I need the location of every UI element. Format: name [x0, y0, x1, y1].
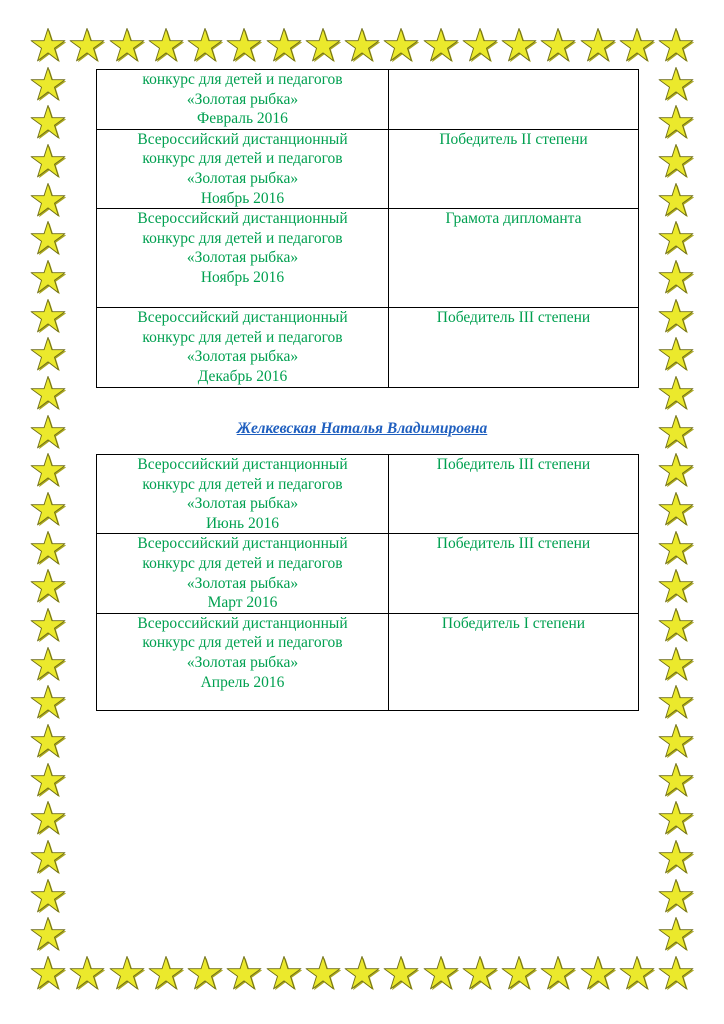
- star-icon: [658, 375, 694, 411]
- contest-cell: [97, 613, 389, 710]
- table-row: [97, 534, 639, 613]
- contest-line: конкурс для детей и педагогов: [142, 229, 343, 247]
- star-icon: [540, 27, 576, 63]
- contest-line: Ноябрь 2016: [200, 189, 285, 207]
- contest-line: Февраль 2016: [197, 110, 288, 128]
- star-icon: [148, 955, 184, 991]
- star-icon: [226, 955, 262, 991]
- star-icon: [30, 182, 66, 218]
- star-icon: [30, 104, 66, 140]
- star-icon: [30, 491, 66, 527]
- star-icon: [305, 955, 341, 991]
- star-icon: [658, 955, 694, 991]
- star-icon: [187, 27, 223, 63]
- contest-line: конкурс для детей и педагогов: [142, 150, 343, 168]
- star-icon: [30, 298, 66, 334]
- star-icon: [226, 27, 262, 63]
- table-row: [97, 70, 639, 130]
- star-icon: [658, 916, 694, 952]
- contest-cell: [97, 209, 389, 308]
- contest-line: «Золотая рыбка»: [186, 495, 299, 513]
- star-icon: [30, 646, 66, 682]
- award-cell: [389, 209, 639, 308]
- star-icon: [30, 27, 66, 63]
- award-cell: [389, 308, 639, 387]
- star-icon: [658, 723, 694, 759]
- contest-cell: [97, 308, 389, 387]
- contest-line: конкурс для детей и педагогов: [142, 475, 343, 493]
- contest-line: «Золотая рыбка»: [186, 249, 299, 267]
- award-cell: [389, 534, 639, 613]
- contest-line: «Золотая рыбка»: [186, 348, 299, 366]
- star-icon: [69, 955, 105, 991]
- contest-cell: [97, 455, 389, 534]
- star-icon: [30, 723, 66, 759]
- contest-line: «Золотая рыбка»: [186, 574, 299, 592]
- star-icon: [462, 27, 498, 63]
- star-icon: [30, 375, 66, 411]
- star-icon: [658, 684, 694, 720]
- star-icon: [658, 839, 694, 875]
- star-icon: [30, 336, 66, 372]
- star-icon: [30, 530, 66, 566]
- star-icon: [423, 27, 459, 63]
- contest-line: Всероссийский дистанционный: [137, 535, 348, 553]
- award-text: Победитель III степени: [436, 309, 591, 327]
- contest-line: конкурс для детей и педагогов: [142, 328, 343, 346]
- star-icon: [658, 568, 694, 604]
- star-icon: [658, 491, 694, 527]
- award-text: Грамота дипломанта: [445, 210, 582, 228]
- contest-line: Декабрь 2016: [197, 367, 288, 385]
- star-icon: [619, 27, 655, 63]
- star-icon: [658, 66, 694, 102]
- star-icon: [658, 143, 694, 179]
- star-icon: [30, 878, 66, 914]
- star-icon: [658, 878, 694, 914]
- star-icon: [30, 607, 66, 643]
- star-icon: [501, 955, 537, 991]
- award-cell: [389, 613, 639, 710]
- star-icon: [658, 800, 694, 836]
- star-icon: [658, 452, 694, 488]
- star-icon: [658, 762, 694, 798]
- star-icon: [30, 143, 66, 179]
- contest-line: конкурс для детей и педагогов: [142, 71, 343, 88]
- person-name[interactable]: Желкевская Наталья Владимировна: [236, 420, 488, 437]
- contest-line: Всероссийский дистанционный: [137, 210, 348, 228]
- star-icon: [580, 27, 616, 63]
- award-text: Победитель I степени: [441, 614, 586, 632]
- star-icon: [580, 955, 616, 991]
- contest-line: Всероссийский дистанционный: [137, 309, 348, 327]
- award-cell: [389, 455, 639, 534]
- contest-line: Ноябрь 2016: [200, 268, 285, 286]
- contest-line: «Золотая рыбка»: [186, 653, 299, 671]
- star-icon: [658, 27, 694, 63]
- star-icon: [30, 762, 66, 798]
- star-icon: [658, 298, 694, 334]
- contest-cell: [97, 70, 389, 130]
- star-icon: [109, 955, 145, 991]
- star-icon: [383, 955, 419, 991]
- award-cell: [389, 70, 639, 130]
- contest-line: Всероссийский дистанционный: [137, 456, 348, 473]
- table-row: [97, 129, 639, 208]
- table-row: [97, 455, 639, 534]
- star-icon: [658, 646, 694, 682]
- star-icon: [619, 955, 655, 991]
- table-row: [97, 613, 639, 710]
- star-icon: [30, 684, 66, 720]
- award-text: Победитель III степени: [436, 456, 591, 473]
- star-icon: [344, 955, 380, 991]
- star-icon: [501, 27, 537, 63]
- awards-table-2: [96, 454, 639, 711]
- contest-line: «Золотая рыбка»: [186, 90, 299, 108]
- award-text: Победитель II степени: [439, 130, 588, 148]
- contest-cell: [97, 129, 389, 208]
- star-icon: [30, 568, 66, 604]
- contest-line: «Золотая рыбка»: [186, 169, 299, 187]
- star-icon: [658, 259, 694, 295]
- star-icon: [658, 182, 694, 218]
- star-icon: [30, 800, 66, 836]
- star-icon: [383, 27, 419, 63]
- award-text: Победитель III степени: [436, 535, 591, 553]
- table-row: [97, 308, 639, 387]
- star-icon: [658, 220, 694, 256]
- star-icon: [266, 27, 302, 63]
- contest-line: Всероссийский дистанционный: [137, 614, 348, 632]
- contest-line: Июнь 2016: [205, 514, 279, 532]
- star-icon: [305, 27, 341, 63]
- star-icon: [266, 955, 302, 991]
- star-icon: [30, 955, 66, 991]
- star-icon: [187, 955, 223, 991]
- star-icon: [148, 27, 184, 63]
- star-icon: [30, 220, 66, 256]
- star-icon: [30, 452, 66, 488]
- star-icon: [30, 259, 66, 295]
- star-icon: [658, 607, 694, 643]
- contest-cell: [97, 534, 389, 613]
- awards-table-1: [96, 69, 639, 388]
- star-icon: [30, 66, 66, 102]
- person-heading: [0, 420, 724, 438]
- contest-line: Апрель 2016: [200, 673, 285, 691]
- star-icon: [30, 839, 66, 875]
- star-icon: [658, 336, 694, 372]
- contest-line: Март 2016: [207, 594, 278, 612]
- star-icon: [658, 104, 694, 140]
- award-cell: [389, 129, 639, 208]
- star-icon: [462, 955, 498, 991]
- star-icon: [69, 27, 105, 63]
- star-icon: [423, 955, 459, 991]
- contest-line: конкурс для детей и педагогов: [142, 554, 343, 572]
- star-icon: [344, 27, 380, 63]
- contest-line: Всероссийский дистанционный: [137, 130, 348, 148]
- contest-line: конкурс для детей и педагогов: [142, 634, 343, 652]
- star-icon: [30, 916, 66, 952]
- table-row: [97, 209, 639, 308]
- star-icon: [658, 530, 694, 566]
- star-icon: [109, 27, 145, 63]
- star-icon: [540, 955, 576, 991]
